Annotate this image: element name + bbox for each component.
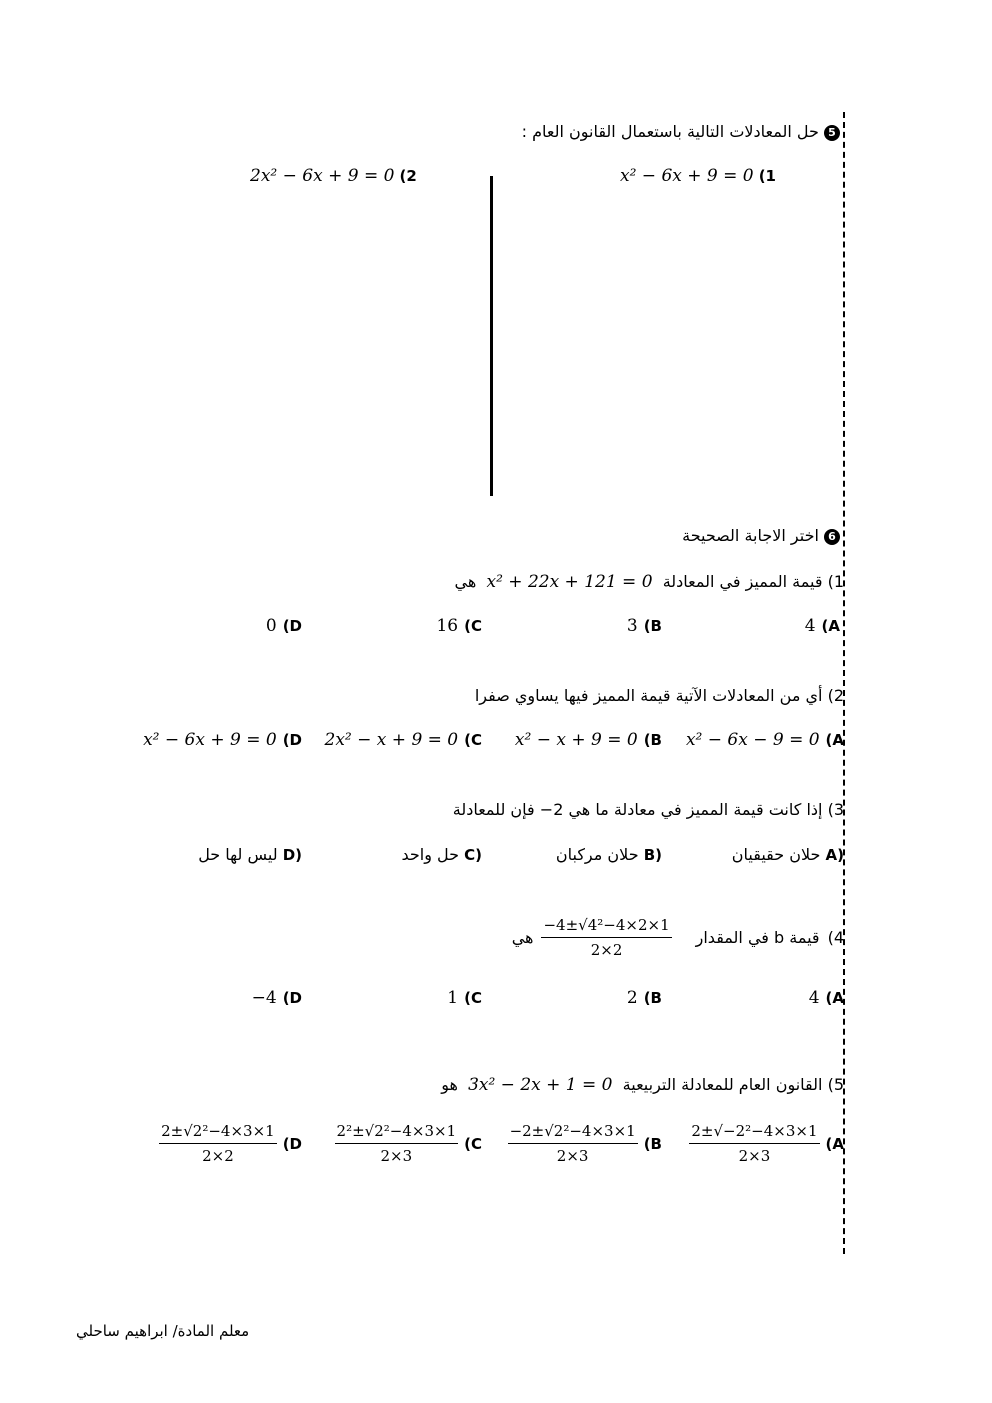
item4-option-b[interactable]: 2 (B <box>626 988 662 1008</box>
q6-number: 6 <box>824 529 840 545</box>
item2-option-c[interactable]: 2x² − x + 9 = 0 (C <box>324 730 482 750</box>
item3-option-d[interactable]: (D ليس لها حل <box>198 845 302 864</box>
q5-eq1: x² − 6x + 9 = 0 (1 <box>620 166 776 186</box>
item5-option-d[interactable]: $\frac{\text{2±√2²−4×3×1}}{2\times 2}$ (D <box>161 1122 302 1165</box>
item5-question: 5) القانون العام للمعادلة التربيعية 3x² − 2x + 1 = 0 هو <box>441 1075 844 1095</box>
q5-number: 5 <box>824 125 840 141</box>
item4-option-d[interactable]: −4 (D <box>251 988 302 1008</box>
q5-text: حل المعادلات التالية باستعمال القانون العام : <box>521 122 819 141</box>
item2-question: 2) أي من المعادلات الآتية قيمة المميز فيها يساوي صفرا <box>474 686 844 705</box>
item4-option-c[interactable]: 1 (C <box>447 988 482 1008</box>
item1-option-d[interactable]: 0 (D <box>265 616 302 636</box>
q5-eq2: 2x² − 6x + 9 = 0 (2 <box>250 166 417 186</box>
column-divider <box>490 176 493 496</box>
item2-option-d[interactable]: x² − 6x + 9 = 0 (D <box>143 730 302 750</box>
q5-heading <box>522 122 840 141</box>
item3-option-c[interactable]: (C حل واحد <box>401 845 482 864</box>
item4-fraction: $\frac{\text{−4±√4²−4×2×1}}{2\times 2}$ <box>543 916 670 959</box>
item5-option-a[interactable]: $\frac{\text{2±√−2²−4×3×1}}{2\times 3}$ (A <box>691 1122 844 1165</box>
item1-question: 1) قيمة المميز في المعادلة x² + 22x + 121 = 0 هي <box>454 572 844 592</box>
item3-option-a[interactable]: (A حلان حقيقيان <box>731 845 844 864</box>
item5-option-c[interactable]: $\frac{\text{2²±√2²−4×3×1}}{2\times 3}$ (C <box>336 1122 482 1165</box>
footer-teacher: معلم المادة/ ابراهيم ساحلي <box>76 1322 250 1340</box>
item2-option-b[interactable]: x² − x + 9 = 0 (B <box>514 730 662 750</box>
item1-option-c[interactable]: 16 (C <box>436 616 482 636</box>
item3-option-b[interactable]: (B حلان مركبان <box>555 845 662 864</box>
q6-text: اختر الاجابة الصحيحة <box>682 526 819 545</box>
item1-option-b[interactable]: 3 (B <box>626 616 662 636</box>
item3-question: 3) إذا كانت قيمة المميز في معادلة ما هي 2− فإن للمعادلة <box>452 800 844 819</box>
item2-option-a[interactable]: x² − 6x − 9 = 0 (A <box>685 730 844 750</box>
item4-option-a[interactable]: 4 (A <box>808 988 844 1008</box>
item5-option-b[interactable]: $\frac{\text{−2±√2²−4×3×1}}{2\times 3}$ (B <box>509 1122 662 1165</box>
q6-heading <box>682 526 840 545</box>
item4-question: 4) قيمة b في المقدار $\frac{\text{−4±√4²−4×2×1}}{2\times 2}$ هي <box>511 916 844 959</box>
item1-option-a[interactable]: 4 (A <box>804 616 840 636</box>
